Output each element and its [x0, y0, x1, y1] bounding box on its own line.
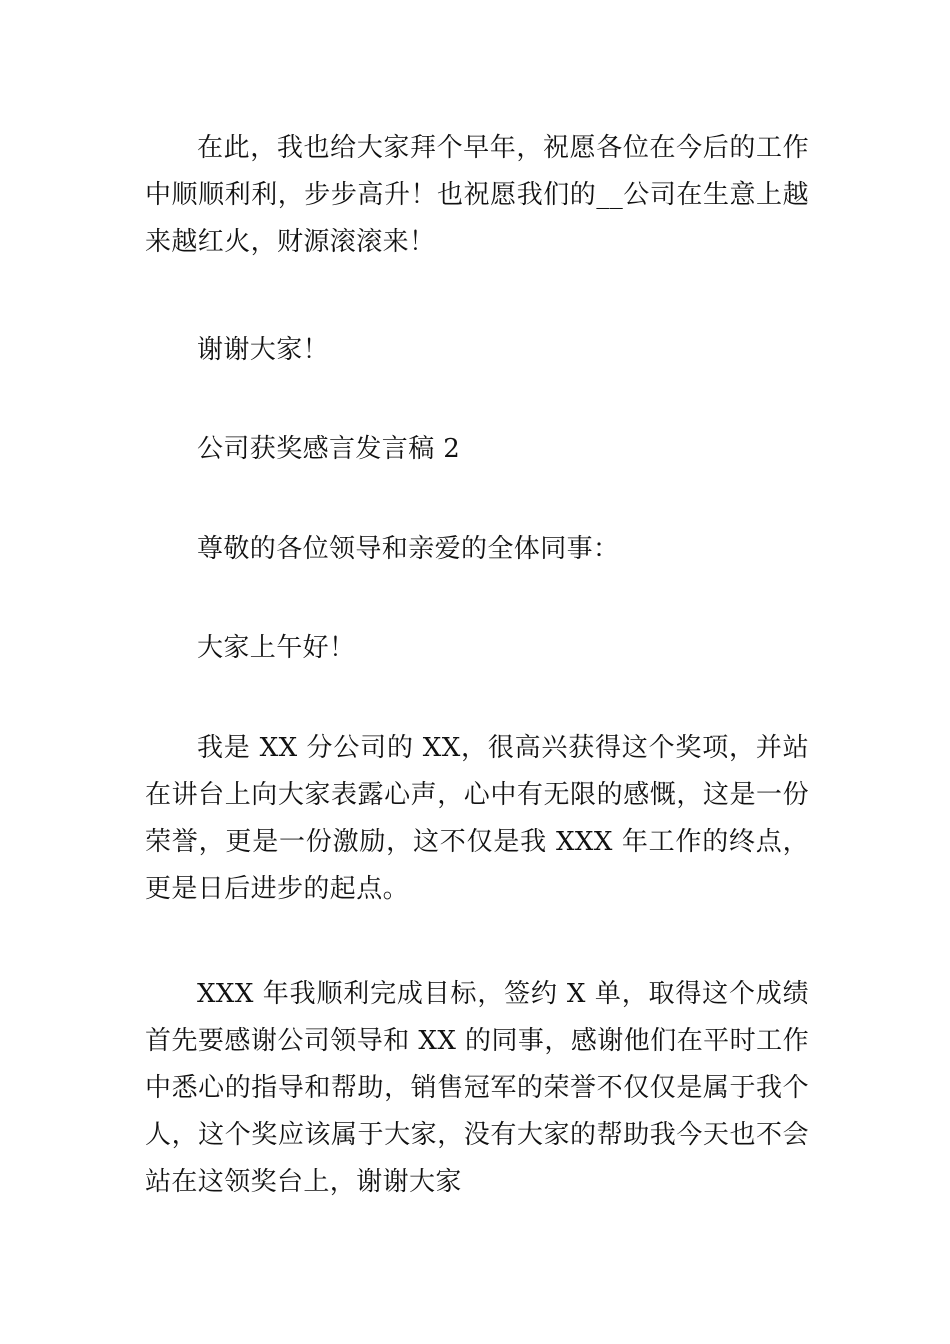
paragraph-introduction: 我是 XX 分公司的 XX，很高兴获得这个奖项，并站在讲台上向大家表露心声，心中有无限的感慨，这是一份荣誉，更是一份激励，这不仅是我 XXX 年工作的终点，更是日后进步的起点。	[145, 733, 809, 904]
paragraph-salutation: 尊敬的各位领导和亲爱的全体同事：	[197, 534, 620, 564]
paragraph-achievements: XXX 年我顺利完成目标，签约 X 单，取得这个成绩首先要感谢公司领导和 XX 的同事，感谢他们在平时工作中悉心的指导和帮助，销售冠军的荣誉不仅仅是属于我个人，这个奖应该属于大家，没有大家的帮助我今天也不会站在这领奖台上，谢谢大家	[145, 979, 809, 1197]
paragraph-new-year-wishes: 在此，我也给大家拜个早年，祝愿各位在今后的工作中顺顺利利，步步高升！也祝愿我们的__公司在生意上越来越红火，财源滚滚来！	[145, 133, 809, 257]
section-title: 公司获奖感言发言稿 2	[197, 434, 461, 464]
paragraph-thanks: 谢谢大家！	[197, 335, 330, 365]
paragraph-greeting: 大家上午好！	[197, 633, 356, 663]
